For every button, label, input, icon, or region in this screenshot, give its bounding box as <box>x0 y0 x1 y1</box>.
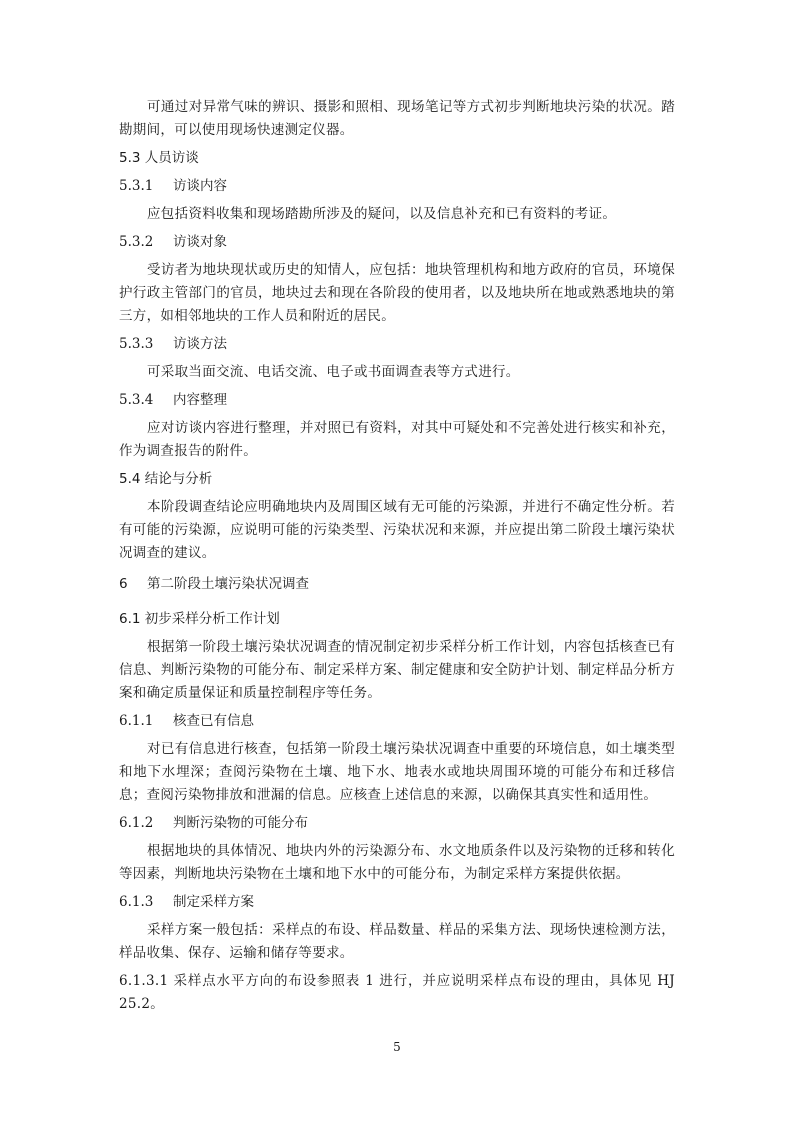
paragraph-intro: 可通过对异常气味的辨识、摄影和照相、现场笔记等方式初步判断地块污染的状况。踏勘期间，可以使用现场快速测定仪器。 <box>119 99 675 138</box>
chapter-title: 第二阶段土壤污染状况调查 <box>147 576 309 592</box>
section-title: 访谈方法 <box>173 336 227 352</box>
heading-6-1-3 <box>119 891 675 914</box>
heading-6-1-1 <box>119 710 675 733</box>
section-number: 6.1.1 <box>119 713 154 729</box>
paragraph-5-3-3: 可采取当面交流、电话交流、电子或书面调查表等方式进行。 <box>147 364 520 380</box>
heading-6-1-2 <box>119 812 675 835</box>
page-content <box>119 96 675 1021</box>
section-number: 5.3.2 <box>119 234 154 250</box>
section-number: 5.3.1 <box>119 178 154 194</box>
heading-6 <box>119 573 675 596</box>
section-title: 制定采样方案 <box>173 894 254 910</box>
paragraph-6-1-2: 根据地块的具体情况、地块内外的污染源分布、水文地质条件以及污染物的迁移和转化等因素，判断地块污染物在土壤和地下水中的可能分布，为制定采样方案提供依据。 <box>119 843 675 882</box>
page-number: 5 <box>393 1040 401 1054</box>
paragraph-6-1: 根据第一阶段土壤污染状况调查的情况制定初步采样分析工作计划，内容包括核查已有信息、判断污染物的可能分布、制定采样方案、制定健康和安全防护计划、制定样品分析方案和确定质量保证和质量控制程序等任务。 <box>119 639 675 701</box>
heading-6-1: 6.1 初步采样分析工作计划 <box>119 611 280 627</box>
section-title: 访谈对象 <box>173 234 227 250</box>
paragraph-6-1-1: 对已有信息进行核查，包括第一阶段土壤污染状况调查中重要的环境信息，如土壤类型和地下水埋深；查阅污染物在土壤、地下水、地表水或地块周围环境的可能分布和迁移信息；查阅污染物排放和泄漏的信息。应核查上述信息的来源，以确保其真实性和适用性。 <box>119 741 675 803</box>
paragraph-5-3-4: 应对访谈内容进行整理，并对照已有资料，对其中可疑处和不完善处进行核实和补充，作为调查报告的附件。 <box>119 420 675 459</box>
section-number: 5.3.4 <box>119 392 154 408</box>
paragraph-5-3-2: 受访者为地块现状或历史的知情人，应包括：地块管理机构和地方政府的官员，环境保护行政主管部门的官员，地块过去和现在各阶段的使用者，以及地块所在地或熟悉地块的第三方，如相邻地块的工作人员和附近的居民。 <box>119 262 675 324</box>
section-title: 内容整理 <box>173 392 227 408</box>
paragraph-5-3-1: 应包括资料收集和现场踏勘所涉及的疑问，以及信息补充和已有资料的考证。 <box>147 206 617 222</box>
section-title: 访谈内容 <box>173 178 227 194</box>
section-number: 6.1.2 <box>119 815 154 831</box>
section-number: 5.3.3 <box>119 336 154 352</box>
heading-5-3-3 <box>119 333 675 356</box>
heading-5-3-4 <box>119 389 675 412</box>
chapter-number: 6 <box>119 576 128 592</box>
paragraph-6-1-3-1: 6.1.3.1 采样点水平方向的布设参照表 1 进行，并应说明采样点布设的理由，具体见 HJ 25.2。 <box>119 973 675 1012</box>
heading-5-3: 5.3 人员访谈 <box>119 150 199 166</box>
paragraph-6-1-3: 采样方案一般包括：采样点的布设、样品数量、样品的采集方法、现场快速检测方法，样品收集、保存、运输和储存等要求。 <box>119 922 675 961</box>
section-title: 核查已有信息 <box>173 713 254 729</box>
section-number: 6.1.3 <box>119 894 154 910</box>
heading-5-3-1 <box>119 175 675 198</box>
section-title: 判断污染物的可能分布 <box>173 815 308 831</box>
heading-5-3-2 <box>119 231 675 254</box>
paragraph-5-4: 本阶段调查结论应明确地块内及周围区域有无可能的污染源，并进行不确定性分析。若有可能的污染源，应说明可能的污染类型、污染状况和来源，并应提出第二阶段土壤污染状况调查的建议。 <box>119 499 675 561</box>
heading-5-4: 5.4 结论与分析 <box>119 471 213 487</box>
